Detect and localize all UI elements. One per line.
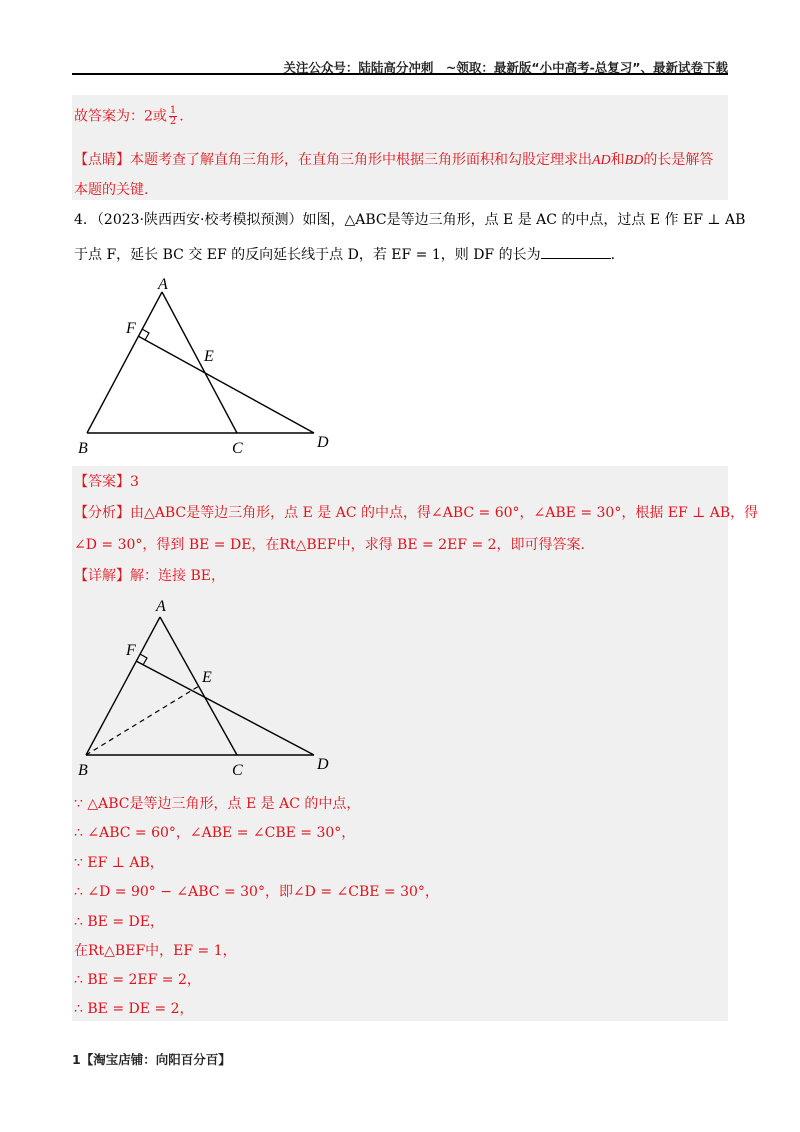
segment-fd [136, 661, 314, 755]
segment-ab [86, 617, 160, 755]
question-text-1: （2023·陕西西安·校考模拟预测）如图，△ABC是等边三角形，点 E 是 AC 的中点，过点 E 作 EF ⊥ AB [96, 212, 746, 228]
proof-line [74, 941, 237, 961]
detail-tag: 【详解】 [74, 568, 130, 584]
label-a: A [156, 598, 166, 615]
figure-triangle-1 [72, 275, 342, 460]
question-line-2 [74, 244, 615, 265]
proof-text: EF ⊥ AB， [82, 855, 164, 871]
segment-be-dashed [86, 686, 199, 755]
label-f: F [126, 642, 136, 659]
answer-line [74, 472, 139, 492]
fraction-one-half [169, 106, 177, 127]
header-rule [72, 73, 728, 75]
proof-line [74, 823, 355, 843]
comment-line-2: 本题的关键. [74, 182, 149, 198]
proof-line [74, 999, 194, 1019]
previous-answer-value: 2 [144, 108, 153, 125]
question-text-2: 于点 F，延长 BC 交 EF 的反向延长线于点 D，若 EF = 1，则 DF 的长为 [74, 247, 541, 263]
fraction-denominator: 2 [169, 116, 177, 127]
proof-text: BE = DE， [82, 914, 164, 930]
proof-line [74, 853, 164, 873]
segment-ad: AD [592, 153, 611, 168]
fraction-numerator: 1 [169, 105, 177, 116]
proof-text: △ABC是等边三角形，点 E 是 AC 的中点， [82, 796, 361, 812]
analysis-line-2: ∠D = 30°，得到 BE = DE，在Rt△BEF中，求得 BE = 2EF = 2，即可得答案. [74, 537, 586, 553]
comment-text-1: 本题考查了解直角三角形，在直角三角形中根据三角形面积和勾股定理求出 [130, 152, 592, 168]
segment-ac [160, 617, 237, 755]
proof-symbol: ∴ [74, 1001, 83, 1017]
label-e: E [204, 348, 214, 365]
comment-and: 和 [610, 152, 625, 168]
proof-text: BE = 2EF = 2， [82, 972, 201, 988]
proof-symbol: ∴ [74, 884, 83, 900]
page-number: 1 [72, 1052, 81, 1067]
proof-line [74, 970, 201, 990]
answer-tag: 【答案】 [74, 474, 130, 490]
question-end: . [610, 247, 616, 263]
analysis-tag: 【分析】 [74, 505, 130, 521]
label-d: D [317, 434, 329, 451]
comment-text-2: 的长是解答 [643, 152, 714, 168]
segment-bd: BD [624, 153, 644, 168]
label-b: B [78, 762, 88, 779]
proof-symbol: ∴ [74, 825, 83, 841]
shop-name: 【淘宝店铺：向阳百分百】 [80, 1052, 231, 1067]
label-a: A [158, 276, 168, 293]
detail-text: 解：连接 BE， [130, 568, 225, 584]
label-c: C [232, 440, 243, 457]
page-header: 关注公众号：陆陆高分冲刺 ~领取：最新版“小中高考-总复习”、最新试卷下载 [283, 60, 728, 75]
question-number: 4． [74, 212, 97, 228]
proof-text: ∠D = 90° − ∠ABC = 30°，即∠D = ∠CBE = 30°， [82, 884, 439, 900]
comment-line-1 [74, 150, 713, 171]
proof-line [74, 912, 164, 932]
proof-line [74, 794, 360, 814]
proof-symbol: ∴ [74, 972, 83, 988]
label-f: F [126, 320, 136, 337]
comment-tag: 【点睛】 [74, 152, 130, 168]
proof-text: 在Rt△BEF中，EF = 1， [74, 943, 237, 959]
previous-answer-or: 或 [152, 108, 167, 125]
detail-line [74, 566, 225, 586]
segment-ac [162, 292, 237, 433]
analysis-text-1: 由△ABC是等边三角形，点 E 是 AC 的中点，得∠ABC = 60°，∠ABE = 30°，根据 EF ⊥ AB，得 [130, 505, 759, 521]
page-footer [72, 1050, 231, 1068]
previous-answer-end: . [179, 108, 184, 125]
proof-text: ∠ABC = 60°，∠ABE = ∠CBE = 30°， [82, 825, 356, 841]
question-line-1 [74, 210, 745, 230]
proof-symbol: ∵ [74, 855, 83, 871]
label-c: C [232, 762, 243, 779]
proof-symbol: ∵ [74, 796, 83, 812]
figure-triangle-2 [72, 593, 342, 783]
answer-value: 3 [130, 474, 139, 490]
label-d: D [317, 756, 329, 773]
proof-text: BE = DE = 2， [82, 1001, 194, 1017]
segment-fd [138, 336, 314, 433]
proof-symbol: ∴ [74, 914, 83, 930]
previous-answer-line [74, 106, 184, 127]
answer-blank [541, 244, 611, 259]
proof-line [74, 882, 439, 902]
previous-answer-prefix: 故答案为： [74, 108, 144, 125]
segment-ab [87, 292, 162, 433]
label-e: E [202, 669, 212, 686]
analysis-line-1 [74, 503, 758, 523]
label-b: B [78, 440, 88, 457]
